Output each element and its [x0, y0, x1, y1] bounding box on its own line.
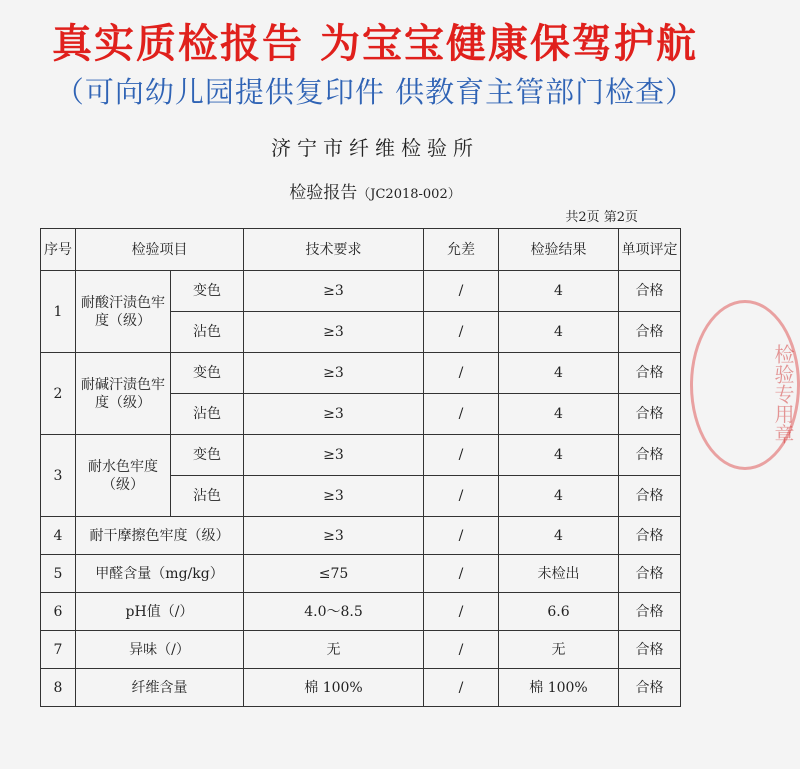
verdict-cell: 合格	[619, 394, 681, 435]
item-name: 纤维含量	[76, 669, 244, 707]
result-cell: 4	[499, 476, 619, 517]
verdict-cell: 合格	[619, 271, 681, 312]
report-code: （JC2018-002）	[357, 187, 461, 202]
result-cell: 4	[499, 517, 619, 555]
requirement-cell: ≥3	[244, 394, 424, 435]
requirement-cell: ≥3	[244, 271, 424, 312]
tolerance-cell: /	[424, 394, 499, 435]
row-number: 6	[41, 593, 76, 631]
requirement-cell: ≥3	[244, 476, 424, 517]
result-cell: 4	[499, 353, 619, 394]
verdict-cell: 合格	[619, 476, 681, 517]
item-name: 耐干摩擦色牢度（级）	[76, 517, 244, 555]
requirement-cell: ≥3	[244, 517, 424, 555]
header-requirement: 技术要求	[244, 229, 424, 271]
sub-item: 变色	[171, 435, 244, 476]
tolerance-cell: /	[424, 435, 499, 476]
table-row	[41, 517, 681, 555]
verdict-cell: 合格	[619, 517, 681, 555]
result-cell: 4	[499, 312, 619, 353]
result-cell: 4	[499, 394, 619, 435]
table-row	[41, 353, 681, 394]
header-result: 检验结果	[499, 229, 619, 271]
tolerance-cell: /	[424, 669, 499, 707]
sub-item: 变色	[171, 353, 244, 394]
page-info: 共2页 第2页	[565, 210, 638, 225]
tolerance-cell: /	[424, 312, 499, 353]
requirement-cell: 棉 100%	[244, 669, 424, 707]
sub-item: 沾色	[171, 312, 244, 353]
requirement-cell: 无	[244, 631, 424, 669]
verdict-cell: 合格	[619, 555, 681, 593]
banner-subtitle: （可向幼儿园提供复印件 供教育主管部门检查）	[54, 75, 696, 109]
table-header-row	[41, 229, 681, 271]
report-title	[0, 178, 750, 203]
item-name: 耐水色牢度（级）	[76, 435, 171, 517]
result-cell: 无	[499, 631, 619, 669]
requirement-cell: ≤75	[244, 555, 424, 593]
result-cell: 4	[499, 435, 619, 476]
inspection-table	[40, 228, 681, 707]
requirement-cell: 4.0～8.5	[244, 593, 424, 631]
item-name: 耐酸汗渍色牢度（级）	[76, 271, 171, 353]
result-cell: 6.6	[499, 593, 619, 631]
table-row	[41, 435, 681, 476]
table-row	[41, 271, 681, 312]
tolerance-cell: /	[424, 271, 499, 312]
tolerance-cell: /	[424, 631, 499, 669]
item-name: 甲醛含量（mg/kg）	[76, 555, 244, 593]
verdict-cell: 合格	[619, 631, 681, 669]
item-name: pH值（/）	[76, 593, 244, 631]
row-number: 5	[41, 555, 76, 593]
requirement-cell: ≥3	[244, 353, 424, 394]
row-number: 2	[41, 353, 76, 435]
table-row	[41, 669, 681, 707]
header-tolerance: 允差	[424, 229, 499, 271]
result-cell: 棉 100%	[499, 669, 619, 707]
row-number: 4	[41, 517, 76, 555]
tolerance-cell: /	[424, 593, 499, 631]
verdict-cell: 合格	[619, 669, 681, 707]
verdict-cell: 合格	[619, 353, 681, 394]
sub-item: 沾色	[171, 394, 244, 435]
requirement-cell: ≥3	[244, 435, 424, 476]
sub-item: 沾色	[171, 476, 244, 517]
institute-name: 济宁市纤维检验所	[271, 136, 479, 160]
row-number: 7	[41, 631, 76, 669]
result-cell: 4	[499, 271, 619, 312]
sub-item: 变色	[171, 271, 244, 312]
tolerance-cell: /	[424, 476, 499, 517]
item-name: 耐碱汗渍色牢度（级）	[76, 353, 171, 435]
inspection-stamp: 检验专用章	[690, 300, 800, 470]
tolerance-cell: /	[424, 517, 499, 555]
table-row	[41, 593, 681, 631]
requirement-cell: ≥3	[244, 312, 424, 353]
tolerance-cell: /	[424, 353, 499, 394]
header-item: 检验项目	[76, 229, 244, 271]
banner-title: 真实质检报告 为宝宝健康保驾护航	[52, 21, 698, 67]
header-no: 序号	[41, 229, 76, 271]
verdict-cell: 合格	[619, 312, 681, 353]
tolerance-cell: /	[424, 555, 499, 593]
report-title-text: 检验报告	[289, 183, 358, 203]
table-row	[41, 555, 681, 593]
row-number: 1	[41, 271, 76, 353]
row-number: 8	[41, 669, 76, 707]
row-number: 3	[41, 435, 76, 517]
header-verdict: 单项评定	[619, 229, 681, 271]
verdict-cell: 合格	[619, 435, 681, 476]
verdict-cell: 合格	[619, 593, 681, 631]
item-name: 异味（/）	[76, 631, 244, 669]
result-cell: 未检出	[499, 555, 619, 593]
table-row	[41, 631, 681, 669]
